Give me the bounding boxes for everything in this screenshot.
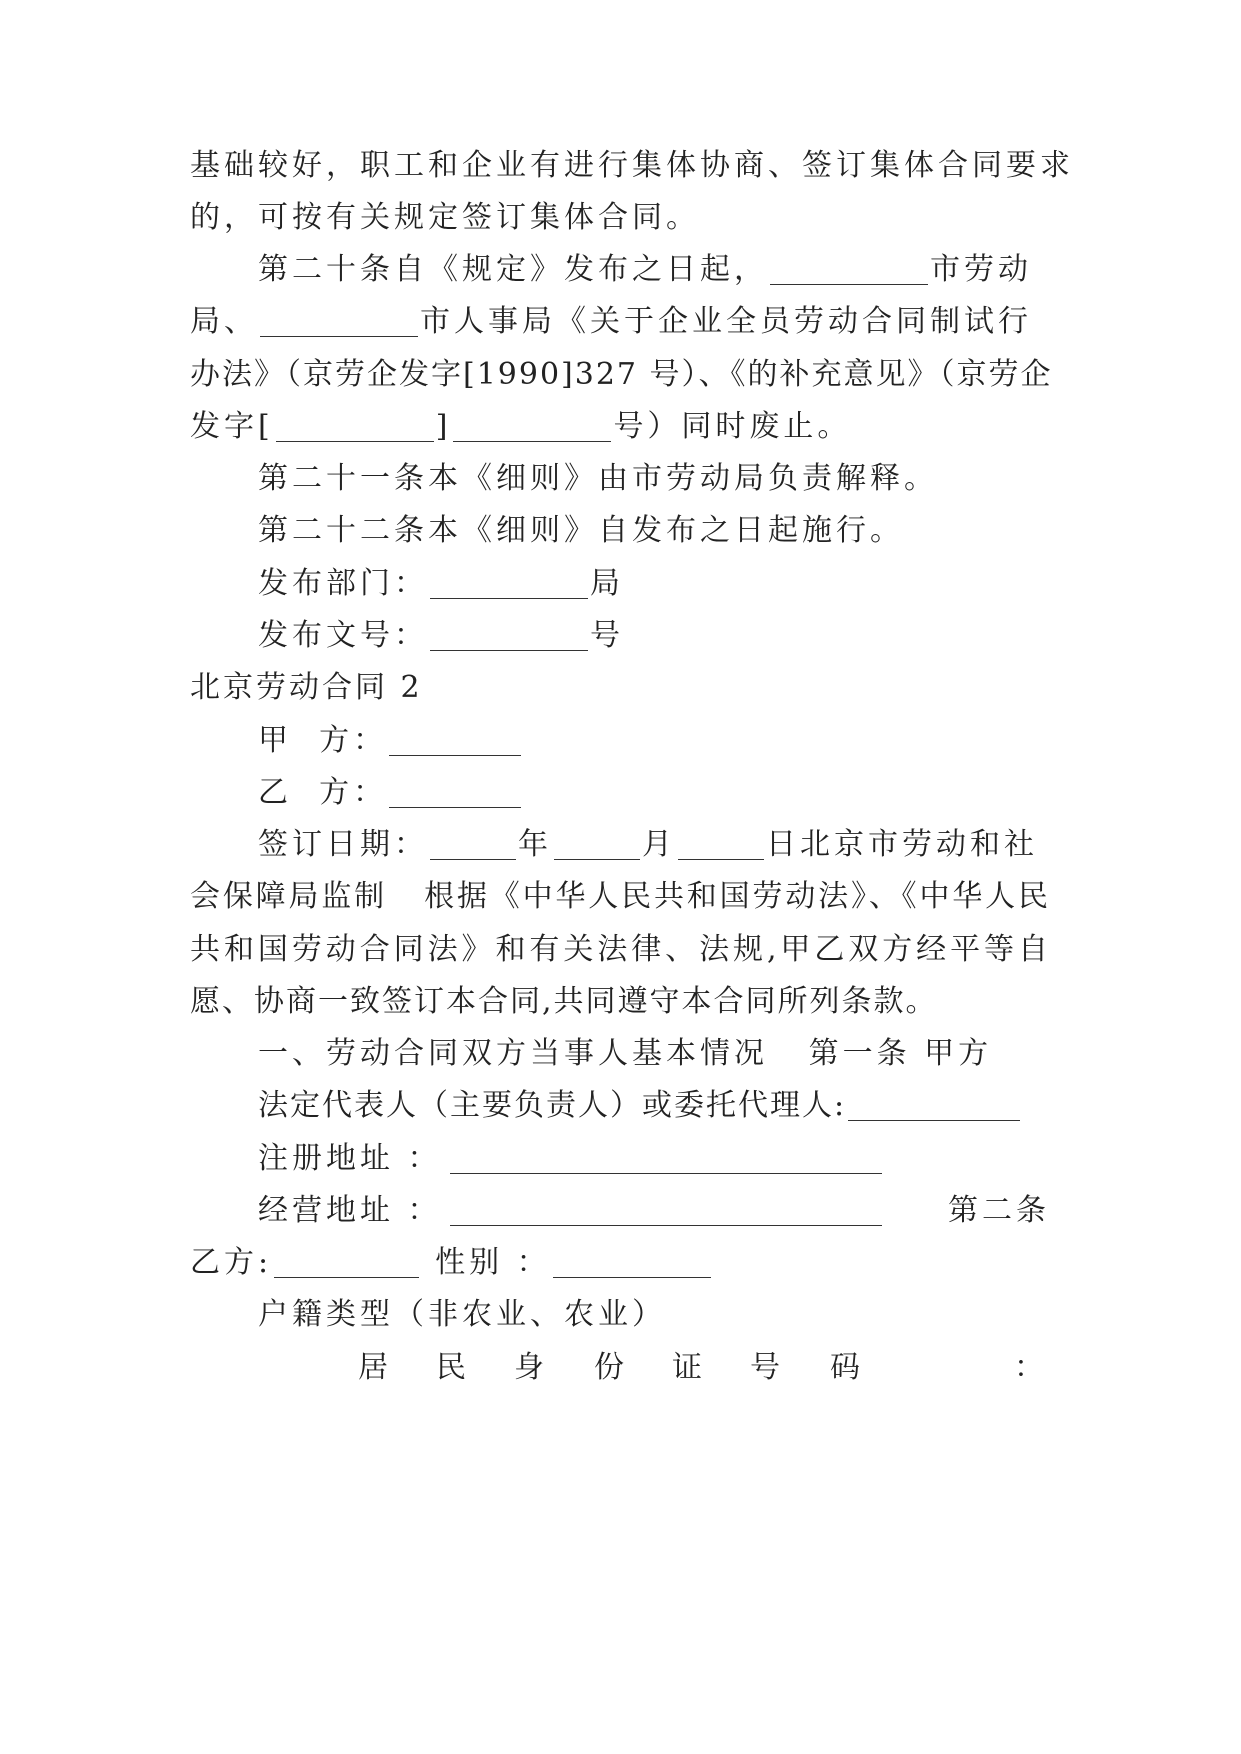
sign-label: 签订日期： [258,827,428,862]
blank-field [678,829,764,860]
article-20-text: 市人事局《关于企业全员劳动合同制试行 [420,304,1032,339]
id-number-line [190,1339,1050,1397]
id-char: 号 [750,1350,784,1385]
reg-address-label: 注册地址 ： [258,1141,442,1176]
docno-label: 发布文号： [258,618,428,653]
blank-field [450,1195,882,1226]
party-b-info-line [190,1234,1050,1292]
month-label: 月 [642,827,676,862]
blank-field [430,620,588,651]
party-a-label: 甲 方： [258,723,388,758]
paragraph-line: 共和国劳动合同法》和有关法律、法规,甲乙双方经平等自 [190,932,1050,967]
blank-field [450,1143,882,1174]
blank-field [260,306,418,337]
article-21: 第二十一条本《细则》由市劳动局负责解释。 [258,461,938,496]
day-tail: 日北京市劳动和社 [766,827,1038,862]
blank-field [389,725,521,756]
legal-rep-label: 法定代表人（主要负责人）或委托代理人: [258,1088,847,1123]
article-2-label: 第二条 [948,1193,1050,1228]
blank-field [453,411,611,442]
article-20-text: 第二十条自《规定》发布之日起， [258,252,768,287]
biz-address-line [258,1182,1050,1240]
issuer-suffix: 局 [590,566,624,601]
blank-field [389,777,521,808]
article-20-line [190,293,1050,351]
blank-field [430,568,588,599]
gender-label: 性别 ： [435,1245,551,1280]
blank-field [276,411,434,442]
paragraph-line: 的，可按有关规定签订集体合同。 [190,200,700,235]
reg-address-line [258,1130,1050,1188]
blank-field [848,1090,1020,1121]
docno-line [258,607,1050,665]
party-a-line [258,712,1050,770]
sign-date-line [258,816,1050,874]
article-20-line [258,241,1050,299]
party-b-line [258,764,1050,822]
blank-field [274,1247,419,1278]
issuer-line [258,555,1050,613]
paragraph-line: 基础较好，职工和企业有进行集体协商、签订集体合同要求 [190,148,1074,183]
id-char: 民 [436,1350,470,1385]
article-20-text: 市劳动 [930,252,1032,287]
docno-suffix: 号 [590,618,624,653]
id-char: 码 [830,1350,864,1385]
id-colon: ： [1014,1350,1048,1385]
blank-field [430,829,516,860]
paragraph-line: 会保障局监制 根据《中华人民共和国劳动法》、《中华人民 [190,879,1050,914]
article-20-line: 办法》（京劳企发字[1990]327 号）、《的补充意见》（京劳企 [190,357,1053,392]
article-20-text: ] [435,409,452,444]
article-22: 第二十二条本《细则》自发布之日起施行。 [258,513,904,548]
blank-field [770,254,928,285]
party-b-label: 乙 方： [258,775,388,810]
biz-address-label: 经营地址 ： [258,1193,442,1228]
article-20-text: 发字[ [190,409,274,444]
blank-field [554,829,640,860]
id-char: 居 [358,1350,392,1385]
id-char: 证 [672,1350,706,1385]
party-b2-label: 乙方: [190,1245,273,1280]
contract-title: 北京劳动合同 2 [190,670,423,705]
id-char: 身 [514,1350,548,1385]
legal-rep-line [258,1077,1050,1135]
article-20-text: 局、 [190,304,258,339]
id-char: 份 [594,1350,628,1385]
blank-field [553,1247,711,1278]
article-20-line [190,398,1050,456]
issuer-label: 发布部门： [258,566,428,601]
hukou-line: 户籍类型（非农业、农业） [258,1297,666,1332]
article-20-text: 号）同时废止。 [613,409,852,444]
year-label: 年 [518,827,552,862]
section-1-heading: 一、劳动合同双方当事人基本情况 第一条 甲方 [258,1036,993,1071]
paragraph-line: 愿、协商一致签订本合同,共同遵守本合同所列条款。 [190,984,938,1019]
